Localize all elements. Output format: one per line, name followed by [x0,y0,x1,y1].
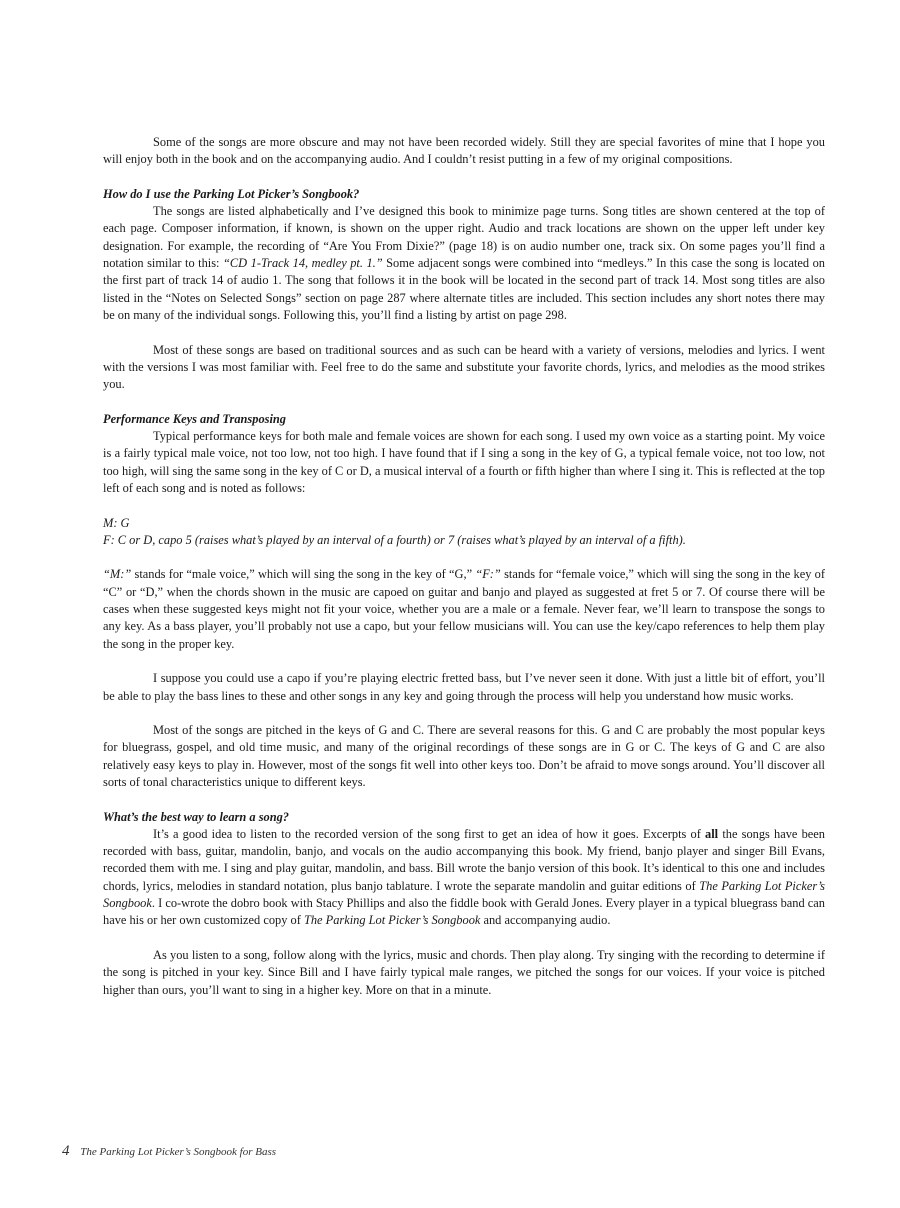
performance-paragraph: Typical performance keys for both male and female voices are shown for each song. I used my own voice as a starting point. My voice is a fairly typical male voice, not too low, not too high. I have found that if I sing a song in the key of G, a typical female voice, not too low, not too high, will sing the same song in the key of C or D, a musical interval of a fourth or fifth higher than where I sing it. This is reflected at the top left of each song and is noted as follows: [103,429,825,495]
learn-text-a: It’s a good idea to listen to the recorded version of the song first to get an idea of how it goes. Excerpts of [153,826,706,841]
learn-text-b: the songs have been recorded with bass, guitar, mandolin, banjo, and vocals on the audio accompanying this book. My friend, banjo player and singer Bill Evans, recorded them with me. I sing and play guitar, mandolin, and bass. Bill wrote the banjo version of this book. It’s identical to this one and includes chords, lyrics, melodies in standard notation, plus banjo tablature. I wrote the separate mandolin and guitar editions of [103,826,825,893]
keys-gc-paragraph: Most of the songs are pitched in the keys of G and C. There are several reasons for this. G and C are probably the most popular keys for bluegrass, gospel, and old time music, and many of the original recordings of these songs are in G or C. The keys of G and C are also relatively easy keys to play in. However, most of the songs fit well into other keys too. Don’t be afraid to move songs around. You’ll discover all sorts of tonal characteristics unique to different keys. [103,723,825,789]
learn-text-d: and accompanying audio. [480,913,611,928]
traditional-paragraph: Most of these songs are based on traditional sources and as such can be heard with a variety of versions, melodies and lyrics. I went with the versions I was most familiar with. Feel free to do the same and substitute your favorite chords, lyrics, and melodies as the mood strikes you. [103,342,825,392]
page-footer [62,1143,276,1160]
voice-explanation-paragraph [103,566,825,652]
learn-paragraph [103,826,825,930]
footer-book-title: The Parking Lot Picker’s Songbook for Bass [80,1146,276,1158]
listen-paragraph: As you listen to a song, follow along with the lyrics, music and chords. Then play along. Try singing with the recording to determine if the song is pitched in your key. Since Bill and I have fairly typical male ranges, we pitched the songs for our voices. If your voice is pitched higher than ours, you’ll want to sing in a higher key. More on that in a minute. [103,947,825,997]
page-number: 4 [62,1143,70,1159]
mf-text-b: stands for “female voice,” which will sing the song in the key of “C” or “D,” when the chords shown in the music are capoed on guitar and banjo and played as suggested at fret 5 or 7. Of course there will be cases when these suggested keys might not fit your voice, whether you are a male or a female. Never fear, we’ll learn to transpose the songs to any key. As a bass player, you’ll probably not use a capo, but your fellow musicians will. You can use the key/capo references to help them play the song in the proper key. [103,567,825,651]
section-heading-howto: How do I use the Parking Lot Picker’s Songbook? [103,186,360,201]
learn-all-bold: all [705,826,719,841]
learn-text-c: . I co-wrote the dobro book with Stacy Phillips and also the fiddle book with Gerald Jones. Every player in a typical bluegrass band can have his or her own customized copy of [103,896,825,928]
key-male-example: M: G [103,515,130,530]
page-body [103,134,825,999]
section-heading-performance: Performance Keys and Transposing [103,411,286,426]
howto-paragraph [103,203,825,324]
howto-text-b: Some adjacent songs were combined into “medleys.” In this case the song is located on the first part of track 14 of audio 1. The song that follows it in the book will be located in the second part of track 14. Most song titles are also listed in the “Notes on Selected Songs” section on page 287 where alternate titles are included. This section includes any short notes there may be on many of the individual songs. Following this, you’ll find a listing by artist on page 298. [103,256,825,322]
book-title-ref-1: The Parking Lot Picker’s Songbook [103,878,826,911]
intro-paragraph: Some of the songs are more obscure and may not have been recorded widely. Still they are special favorites of mine that I hope you will enjoy both in the book and on the accompanying audio. And I couldn’t resist putting in a few of my original compositions. [103,135,825,167]
f-label: “F:” [475,567,501,582]
key-female-example: F: C or D, capo 5 (raises what’s played by an interval of a fourth) or 7 (raises what’s played by an interval of a fifth). [103,532,686,547]
book-title-ref-2: The Parking Lot Picker’s Songbook [303,913,481,928]
cd-track-example: “CD 1-Track 14, medley pt. 1.” [223,256,383,271]
m-label: “M:” [103,567,132,582]
howto-text-a: The songs are listed alphabetically and I’ve designed this book to minimize page turns. Song titles are shown centered at the top of each page. Composer information, if known, is shown on the upper right. Audio and track locations are shown on the upper left under key designation. For example, the recording of “Are You From Dixie?” (page 18) is on audio number one, track six. On some pages you’ll find a notation similar to this: [103,204,825,271]
section-heading-learn: What’s the best way to learn a song? [103,809,289,824]
capo-paragraph: I suppose you could use a capo if you’re playing electric fretted bass, but I’ve never seen it done. With just a little bit of effort, you’ll be able to play the bass lines to these and other songs in any key and going through the process will help you understand how music works. [103,671,825,703]
mf-text-a: stands for “male voice,” which will sing the song in the key of “G,” [131,567,476,582]
